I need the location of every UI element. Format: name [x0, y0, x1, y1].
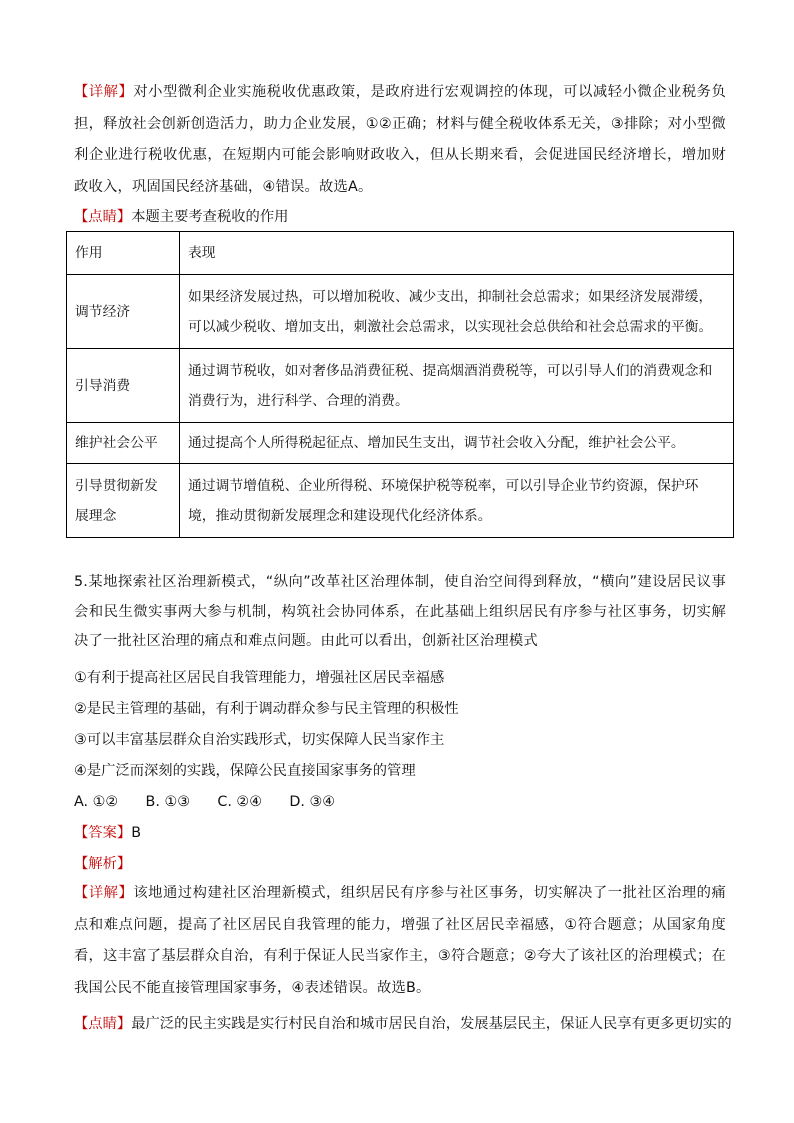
table-cell-role: 引导消费	[67, 349, 180, 423]
table-row	[67, 349, 734, 423]
statement-1: ①有利于提高社区居民自我管理能力，增强社区居民幸福感	[74, 670, 445, 686]
option-b: B. ①③	[145, 794, 191, 810]
table-header-cell: 表现	[180, 232, 734, 275]
table-cell-desc: 如果经济发展过热，可以增加税收、减少支出，抑制社会总需求；如果经济发展滞缓，可以减少税收、增加支出，刺激社会总需求，以实现社会总供给和社会总需求的平衡。	[180, 275, 734, 349]
detail-text: 对小型微利企业实施税收优惠政策，是政府进行宏观调控的体现，可以减轻小微企业税务负担，释放社会创新创造活力，助力企业发展，①②正确；材料与健全税收体系无关，③排除；对小型微利企业进行税收优惠，在短期内可能会影响财政收入，但从长期来看，会促进国民经济增长，增加财政收入，巩固国民经济基础，④错误。故选A。	[74, 84, 726, 195]
highlight-text: 本题主要考查税收的作用	[131, 209, 289, 225]
statement-3: ③可以丰富基层群众自治实践形式，切实保障人民当家作主	[74, 732, 445, 748]
table-cell-desc: 通过调节增值税、企业所得税、环境保护税等税率，可以引导企业节约资源，保护环境，推动贯彻新发展理念和建设现代化经济体系。	[180, 464, 734, 538]
table-row	[67, 423, 734, 464]
analysis-detail-bottom	[74, 878, 726, 1004]
analysis-tag: 【解析】	[74, 856, 132, 872]
table-cell-desc: 通过提高个人所得税起征点、增加民生支出，调节社会收入分配，维护社会公平。	[180, 423, 734, 464]
highlight-tag: 【点睛】	[74, 1016, 132, 1032]
option-c: C. ②④	[217, 794, 263, 810]
answer-options	[74, 792, 734, 812]
table-cell-role: 调节经济	[67, 275, 180, 349]
table-row	[67, 464, 734, 538]
table-row	[67, 275, 734, 349]
table-header-row	[67, 232, 734, 275]
table-cell-role: 引导贯彻新发展理念	[67, 464, 180, 538]
table-cell-desc: 通过调节税收，如对奢侈品消费征税、提高烟酒消费税等，可以引导人们的消费观念和消费行为，进行科学、合理的消费。	[180, 349, 734, 423]
question-stem: 5.某地探索社区治理新模式，“纵向”改革社区治理体制，使自治空间得到释放，“横向”建设居民议事会和民生微实事两大参与机制，构筑社会协同体系，在此基础上组织居民有序参与社区事务，切实解决了一批社区治理的痛点和难点问题。由此可以看出，创新社区治理模式	[74, 574, 726, 649]
statement-4: ④是广泛而深刻的实践，保障公民直接国家事务的管理	[74, 763, 416, 779]
highlight-bottom	[74, 1014, 734, 1034]
answer-value: B	[131, 825, 141, 841]
detail-tag: 【详解】	[74, 84, 134, 100]
detail-tag: 【详解】	[74, 885, 134, 901]
option-d: D. ③④	[289, 794, 336, 810]
option-a: A. ①②	[74, 794, 119, 810]
statement-2: ②是民主管理的基础，有利于调动群众参与民主管理的积极性	[74, 701, 459, 717]
answer-tag: 【答案】	[74, 825, 132, 841]
table-cell-role: 维护社会公平	[67, 423, 180, 464]
table-header-cell: 作用	[67, 232, 180, 275]
highlight-tag: 【点睛】	[74, 209, 132, 225]
tax-function-table	[66, 231, 734, 538]
highlight-top	[74, 207, 734, 227]
analysis-label	[74, 854, 734, 874]
analysis-detail-top	[74, 77, 726, 203]
highlight-text: 最广泛的民主实践是实行村民自治和城市居民自治，发展基层民主，保证人民享有更多更切实的	[131, 1016, 732, 1032]
answer-line	[74, 823, 734, 843]
detail-text: 该地通过构建社区治理新模式，组织居民有序参与社区事务，切实解决了一批社区治理的痛点和难点问题，提高了社区居民自我管理的能力，增强了社区居民幸福感，①符合题意；从国家角度看，这丰富了基层群众自治，有利于保证人民当家作主，③符合题意；②夸大了该社区的治理模式；在我国公民不能直接管理国家事务，④表述错误。故选B。	[74, 885, 726, 996]
